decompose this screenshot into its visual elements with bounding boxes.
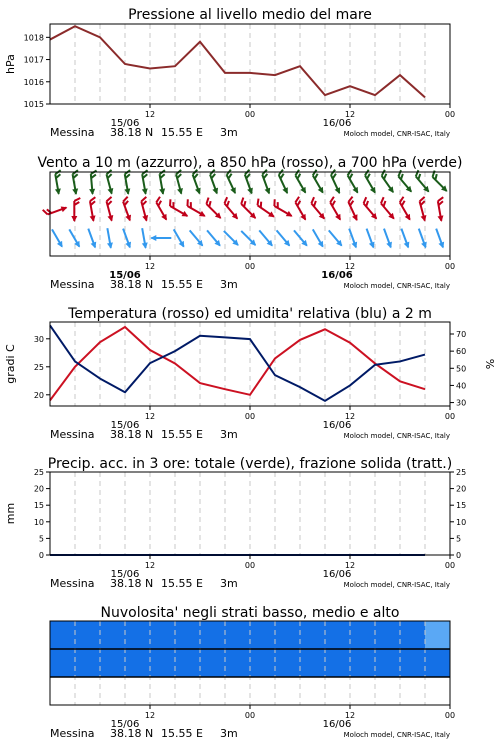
barb-head (352, 214, 360, 222)
wind-barb (69, 170, 82, 195)
y-tick-label-right: 50 (456, 364, 467, 374)
cloud-cell (325, 677, 351, 705)
y-axis-label: hPa (4, 54, 17, 74)
station-name: Messina (50, 428, 95, 441)
chart-title: Nuvolosita' negli strati basso, medio e alto (100, 605, 400, 621)
cloud-cell (100, 621, 126, 649)
barb-head (107, 215, 114, 222)
wind-barb (49, 228, 65, 249)
wind-barb (433, 228, 446, 250)
x-tick-label: 00 (444, 412, 456, 421)
barb-feather (437, 197, 443, 201)
barb-head (265, 188, 273, 196)
station-lon: 15.55 E (161, 126, 203, 139)
wind-barb (428, 171, 451, 194)
barb-head (405, 214, 413, 222)
cloud-cell (275, 621, 301, 649)
wind-barb (361, 170, 381, 195)
cloud-cell (175, 621, 201, 649)
barb-feather (89, 197, 95, 201)
wind-barb (120, 228, 133, 250)
barb-head (438, 242, 446, 250)
barb-head (212, 188, 220, 196)
date-label: 15/06 (110, 569, 140, 580)
station-alt: 3m (220, 577, 238, 590)
station-lat: 38.18 N (110, 428, 154, 441)
cloud-cell (375, 677, 401, 705)
wind-barb (171, 228, 187, 249)
chart-title: Precip. acc. in 3 ore: totale (verde), frazione solida (tratt.) (47, 456, 453, 472)
wind-barb (187, 228, 205, 248)
y-tick-label-right: 25 (456, 468, 467, 477)
wind-barb (241, 170, 258, 196)
date-label: 16/06 (322, 569, 352, 580)
wind-barb (52, 170, 65, 195)
barb-head (161, 214, 169, 222)
barb-head (230, 187, 238, 195)
y-tick-label-right: 0 (456, 551, 462, 560)
station-name: Messina (50, 727, 95, 740)
model-credit: Moloch model, CNR-ISAC, Italy (343, 581, 450, 589)
barb-head (159, 188, 166, 195)
cloud-cell (75, 677, 101, 705)
x-tick-label: 12 (344, 262, 356, 271)
barb-head (91, 242, 99, 250)
chart-title: Vento a 10 m (azzurro), a 850 hPa (rosso), a 700 hPa (verde) (37, 155, 463, 171)
cloud-cell (300, 649, 326, 677)
y-tick-label-right: 70 (456, 330, 467, 339)
barb-feather (272, 199, 278, 206)
wind-barb (86, 197, 99, 222)
cloud-cell (375, 621, 401, 649)
wind-barb (71, 198, 80, 222)
wind-barb (275, 170, 293, 196)
wind-barb (396, 197, 416, 222)
barb-head (353, 187, 361, 195)
date-label: 15/06 (109, 270, 141, 281)
cloud-cell (275, 677, 301, 705)
cloud-cell (150, 649, 176, 677)
barb-head (125, 242, 133, 250)
wind-barb (416, 197, 431, 223)
wind-barb (416, 228, 429, 250)
wind-barb (237, 198, 260, 221)
wind-barb (104, 228, 114, 250)
x-tick-label: 00 (244, 412, 256, 421)
wind-barb (202, 198, 225, 221)
y-tick-label: 15 (33, 501, 44, 511)
barb-head (61, 204, 69, 212)
wind-barb (292, 228, 310, 248)
cloud-cell (300, 677, 326, 705)
wind-barb (381, 228, 394, 250)
wind-barb (88, 171, 99, 196)
x-tick-label: 00 (244, 711, 256, 720)
x-tick-label: 12 (144, 110, 156, 119)
wind-barb (257, 228, 275, 248)
precipitation-panel (4, 456, 466, 590)
cloud-cell (175, 649, 201, 677)
y-tick-label: 5 (38, 534, 44, 544)
cloud-cell (250, 649, 276, 677)
station-alt: 3m (220, 428, 238, 441)
date-label: 16/06 (322, 420, 352, 431)
barb-feather (419, 197, 426, 201)
cloud-cell (225, 677, 251, 705)
wind-barb (220, 197, 242, 221)
wind-barb (206, 170, 223, 196)
y-tick-label: 20 (33, 390, 44, 400)
x-tick-label: 00 (444, 711, 456, 720)
cloud-cell (325, 649, 351, 677)
cloud-cell (150, 621, 176, 649)
y-tick-label: 25 (33, 362, 44, 372)
wind-barb (326, 228, 344, 248)
x-tick-label: 00 (244, 262, 256, 271)
cloud-cell (50, 649, 76, 677)
cloud-cell (125, 621, 151, 649)
barb-head (282, 187, 290, 195)
barb-head (335, 214, 343, 222)
date-label: 15/06 (110, 719, 140, 730)
model-credit: Moloch model, CNR-ISAC, Italy (343, 731, 450, 739)
y-tick-label: 20 (33, 484, 44, 494)
wind-barb (274, 228, 292, 248)
barb-head (125, 215, 133, 223)
wind-barb (344, 170, 364, 195)
y-tick-label-right: 10 (456, 517, 467, 527)
cloud-cell (350, 677, 376, 705)
barb-head (179, 241, 187, 249)
station-lat: 38.18 N (110, 278, 154, 291)
wind-barb (152, 197, 172, 222)
wind-barb (310, 228, 326, 249)
wind-panel (37, 155, 462, 291)
wind-barb (307, 197, 329, 221)
wind-barb (189, 170, 206, 196)
barb-head (71, 216, 77, 222)
date-label: 15/06 (110, 420, 140, 431)
y-tick-label: 1018 (23, 33, 44, 43)
barb-head (335, 187, 343, 195)
cloud-cell (225, 649, 251, 677)
barb-head (300, 187, 308, 195)
cloud-cell (400, 649, 426, 677)
station-lat: 38.18 N (110, 126, 154, 139)
cloud-cell (125, 649, 151, 677)
wind-barb (103, 197, 118, 223)
x-tick-label: 12 (344, 561, 356, 570)
model-credit: Moloch model, CNR-ISAC, Italy (343, 282, 450, 290)
wind-barb (434, 197, 447, 222)
station-lon: 15.55 E (161, 278, 203, 291)
wind-barb (85, 228, 98, 250)
chart-title: Temperatura (rosso) ed umidita' relativa (blu) a 2 m (68, 306, 432, 322)
wind-barb (291, 170, 311, 195)
cloud-cell (150, 677, 176, 705)
barb-head (370, 187, 378, 195)
temperature-panel (4, 306, 497, 441)
cloud-cell (250, 621, 276, 649)
cloud-cell (400, 677, 426, 705)
y-axis-label: mm (4, 502, 17, 525)
y-tick-label-right: 5 (456, 534, 462, 544)
x-tick-label: 12 (144, 262, 156, 271)
cloud-cell (300, 621, 326, 649)
date-label: 15/06 (110, 118, 140, 129)
wind-barb (327, 170, 345, 196)
x-tick-label: 12 (344, 711, 356, 720)
y-tick-label: 0 (38, 551, 44, 560)
barb-head (72, 188, 79, 195)
y-tick-label-right: 40 (456, 381, 467, 391)
barb-head (89, 189, 96, 196)
barb-head (182, 211, 190, 219)
barb-head (90, 215, 97, 222)
barb-head (195, 188, 203, 196)
cloud-cell (425, 677, 451, 705)
barb-head (57, 241, 65, 249)
humidity-line (50, 325, 425, 400)
barb-head (150, 235, 156, 241)
cloud-cell (175, 677, 201, 705)
cloud-cell (200, 649, 226, 677)
station-name: Messina (50, 126, 95, 139)
station-alt: 3m (220, 727, 238, 740)
cloud-cell (50, 621, 76, 649)
station-lat: 38.18 N (110, 577, 154, 590)
wind-barb (239, 229, 258, 248)
y-tick-label-right: 20 (456, 484, 467, 494)
barb-head (107, 242, 114, 249)
barb-feather (106, 197, 113, 201)
cloud-cell (100, 649, 126, 677)
x-tick-label: 12 (344, 412, 356, 421)
cloud-cell (425, 649, 451, 677)
station-name: Messina (50, 278, 95, 291)
model-credit: Moloch model, CNR-ISAC, Italy (343, 130, 450, 138)
date-label: 16/06 (322, 719, 352, 730)
wind-barb (205, 228, 223, 248)
cloud-cell (100, 677, 126, 705)
y-tick-label-right: 30 (456, 398, 467, 408)
cloud-cell (125, 677, 151, 705)
model-credit: Moloch model, CNR-ISAC, Italy (343, 432, 450, 440)
cloud-cell (325, 621, 351, 649)
cloud-cell (425, 621, 451, 649)
y-tick-label: 25 (33, 468, 44, 477)
barb-head (142, 215, 149, 222)
cloud-cell (275, 649, 301, 677)
cloud-cell (200, 677, 226, 705)
wind-barb (309, 170, 329, 195)
x-tick-label: 12 (144, 412, 156, 421)
wind-barb (156, 170, 169, 195)
barb-head (247, 188, 255, 196)
y-axis-label: gradi C (4, 344, 17, 384)
barb-head (142, 242, 149, 249)
wind-barb (377, 170, 398, 195)
station-lat: 38.18 N (110, 727, 154, 740)
barb-head (55, 188, 62, 195)
wind-barb (150, 235, 171, 241)
station-alt: 3m (220, 126, 238, 139)
y-tick-label: 1016 (23, 77, 44, 87)
barb-head (286, 211, 294, 219)
x-tick-label: 12 (144, 561, 156, 570)
barb-feather (74, 198, 80, 201)
y-tick-label: 1017 (23, 55, 44, 65)
station-lon: 15.55 E (161, 727, 203, 740)
barb-feather (141, 197, 148, 201)
wind-barb (139, 228, 149, 250)
pressure-panel (4, 7, 455, 139)
station-name: Messina (50, 577, 95, 590)
y-tick-label: 1015 (23, 100, 44, 109)
barb-head (404, 242, 412, 250)
wind-barb (103, 170, 118, 196)
barb-head (386, 242, 394, 250)
wind-barb (346, 228, 359, 250)
barb-feather (185, 199, 191, 206)
station-lon: 15.55 E (161, 428, 203, 441)
date-label: 16/06 (321, 270, 353, 281)
cloud-cell (400, 621, 426, 649)
barb-head (421, 215, 428, 222)
pressure-line (50, 26, 425, 97)
station-lon: 15.55 E (161, 577, 203, 590)
cloud-cell (225, 621, 251, 649)
x-tick-label: 12 (144, 711, 156, 720)
wind-barb (412, 170, 434, 194)
barb-feather (167, 199, 173, 206)
cloud-panel (50, 605, 455, 740)
y-tick-label-right: 15 (456, 501, 467, 511)
cloud-cell (250, 677, 276, 705)
wind-barb (121, 170, 134, 195)
wind-barb (377, 197, 399, 221)
barb-head (107, 188, 114, 195)
y-tick-label: 10 (33, 517, 44, 527)
cloud-cell (350, 649, 376, 677)
wind-barb (291, 197, 311, 222)
cloud-cell (350, 621, 376, 649)
barb-head (142, 188, 149, 195)
cloud-cell (75, 621, 101, 649)
wind-barb (326, 197, 346, 222)
station-alt: 3m (220, 278, 238, 291)
cloud-cell (75, 649, 101, 677)
barb-head (300, 214, 308, 222)
barb-head (351, 242, 359, 250)
x-tick-label: 12 (344, 110, 356, 119)
cloud-cell (375, 649, 401, 677)
cloud-cell (50, 677, 76, 705)
wind-barb (119, 197, 136, 223)
barb-head (438, 215, 445, 222)
x-tick-label: 00 (444, 561, 456, 570)
wind-barb (43, 202, 69, 219)
y-tick-label-right: 60 (456, 347, 467, 357)
x-tick-label: 00 (244, 110, 256, 119)
barb-head (177, 188, 184, 195)
wind-barb (258, 170, 275, 196)
wind-barb (359, 197, 381, 221)
chart-title: Pressione al livello medio del mare (128, 7, 372, 23)
wind-barb (394, 170, 416, 194)
x-tick-label: 00 (444, 262, 456, 271)
wind-barb (344, 197, 362, 223)
y-tick-label: 30 (33, 334, 44, 344)
y-axis-label-right: % (484, 358, 497, 370)
x-tick-label: 00 (444, 110, 456, 119)
cloud-cell (200, 621, 226, 649)
x-tick-label: 00 (244, 561, 256, 570)
date-label: 16/06 (322, 118, 352, 129)
